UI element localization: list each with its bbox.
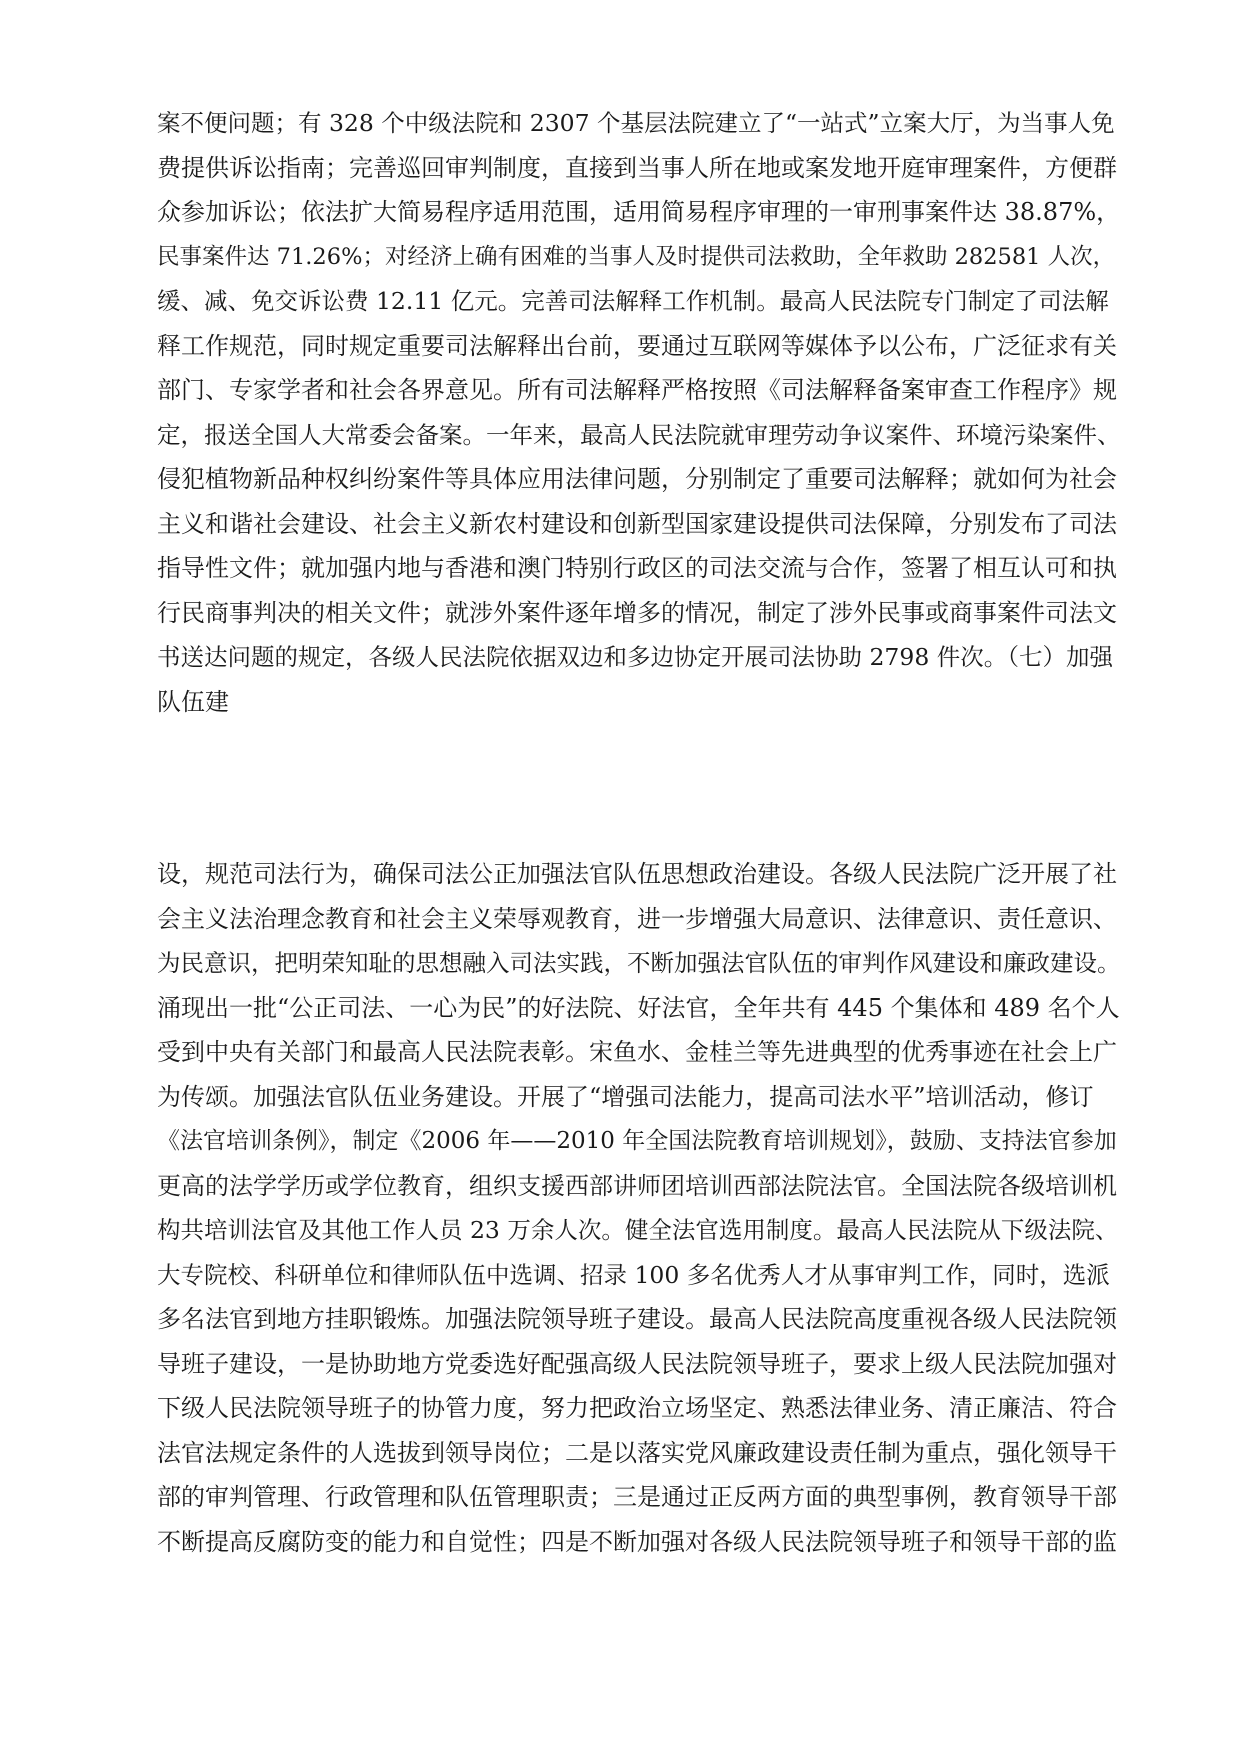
text-line: 受到中央有关部门和最高人民法院表彰。宋鱼水、金桂兰等先进典型的优秀事迹在社会上广 bbox=[157, 1038, 1117, 1066]
text-line: 导班子建设，一是协助地方党委选好配强高级人民法院领导班子，要求上级人民法院加强对 bbox=[157, 1349, 1117, 1378]
text-line: 案不便问题；有 328 个中级法院和 2307 个基层法院建立了“一站式”立案大厅，为当事人免 bbox=[157, 109, 1115, 137]
text-line: 大专院校、科研单位和律师队伍中选调、招录 100 多名优秀人才从事审判工作，同时，选派 bbox=[157, 1260, 1110, 1289]
text-line: 为民意识，把明荣知耻的思想融入司法实践，不断加强法官队伍的审判作风建设和廉政建设。 bbox=[157, 949, 1121, 977]
text-line: 队伍建 bbox=[157, 687, 229, 716]
text-line: 指导性文件；就加强内地与香港和澳门特别行政区的司法交流与合作，签署了相互认可和执 bbox=[157, 554, 1117, 582]
text-line: 部门、专家学者和社会各界意见。所有司法解释严格按照《司法解释备案审查工作程序》规 bbox=[157, 376, 1117, 404]
text-line: 为传颂。加强法官队伍业务建设。开展了“增强司法能力，提高司法水平”培训活动，修订 bbox=[157, 1082, 1094, 1111]
text-line: 侵犯植物新品种权纠纷案件等具体应用法律问题，分别制定了重要司法解释；就如何为社会 bbox=[157, 465, 1117, 493]
text-line: 主义和谐社会建设、社会主义新农村建设和创新型国家建设提供司法保障，分别发布了司法 bbox=[157, 509, 1117, 538]
text-line: 部的审判管理、行政管理和队伍管理职责；三是通过正反两方面的典型事例，教育领导干部 bbox=[157, 1483, 1117, 1511]
paragraph-1 bbox=[157, 101, 1127, 724]
text-line: 会主义法治理念教育和社会主义荣辱观教育，进一步增强大局意识、法律意识、责任意识、 bbox=[157, 904, 1117, 933]
text-line: 构共培训法官及其他工作人员 23 万余人次。健全法官选用制度。最高人民法院从下级法院、 bbox=[157, 1216, 1119, 1244]
paragraph-2 bbox=[157, 852, 1127, 1564]
text-line: 费提供诉讼指南；完善巡回审判制度，直接到当事人所在地或案发地开庭审理案件，方便群 bbox=[157, 153, 1117, 182]
text-line: 众参加诉讼；依法扩大简易程序适用范围，适用简易程序审理的一审刑事案件达 38.87%， bbox=[157, 198, 1121, 226]
text-line: 书送达问题的规定，各级人民法院依据双边和多边协定开展司法协助 2798 件次。（七）加强 bbox=[157, 643, 1113, 671]
text-line: 定，报送全国人大常委会备案。一年来，最高人民法院就审理劳动争议案件、环境污染案件、 bbox=[157, 420, 1121, 449]
text-line: 缓、减、免交诉讼费 12.11 亿元。完善司法解释工作机制。最高人民法院专门制定了司法解 bbox=[157, 287, 1109, 315]
text-line: 设，规范司法行为，确保司法公正加强法官队伍思想政治建设。各级人民法院广泛开展了社 bbox=[157, 860, 1117, 888]
text-line: 释工作规范，同时规定重要司法解释出台前，要通过互联网等媒体予以公布，广泛征求有关 bbox=[157, 331, 1117, 360]
text-line: 《法官培训条例》，制定《2006 年——2010 年全国法院教育培训规划》，鼓励、支持法官参加 bbox=[157, 1128, 1117, 1154]
text-line: 法官法规定条件的人选拔到领导岗位；二是以落实党风廉政建设责任制为重点，强化领导干 bbox=[157, 1438, 1117, 1467]
text-line: 下级人民法院领导班子的协管力度，努力把政治立场坚定、熟悉法律业务、清正廉洁、符合 bbox=[157, 1394, 1117, 1422]
text-line: 涌现出一批“公正司法、一心为民”的好法院、好法官，全年共有 445 个集体和 489 名个人 bbox=[157, 993, 1120, 1022]
text-line: 更高的法学学历或学位教育，组织支援西部讲师团培训西部法院法官。全国法院各级培训机 bbox=[157, 1171, 1117, 1200]
text-line: 不断提高反腐防变的能力和自觉性；四是不断加强对各级人民法院领导班子和领导干部的监 bbox=[157, 1527, 1117, 1556]
text-line: 多名法官到地方挂职锻炼。加强法院领导班子建设。最高人民法院高度重视各级人民法院领 bbox=[157, 1305, 1117, 1333]
text-line: 行民商事判决的相关文件；就涉外案件逐年增多的情况，制定了涉外民事或商事案件司法文 bbox=[157, 598, 1117, 627]
text-line: 民事案件达 71.26%；对经济上确有困难的当事人及时提供司法救助，全年救助 282581 人次， bbox=[157, 243, 1116, 270]
